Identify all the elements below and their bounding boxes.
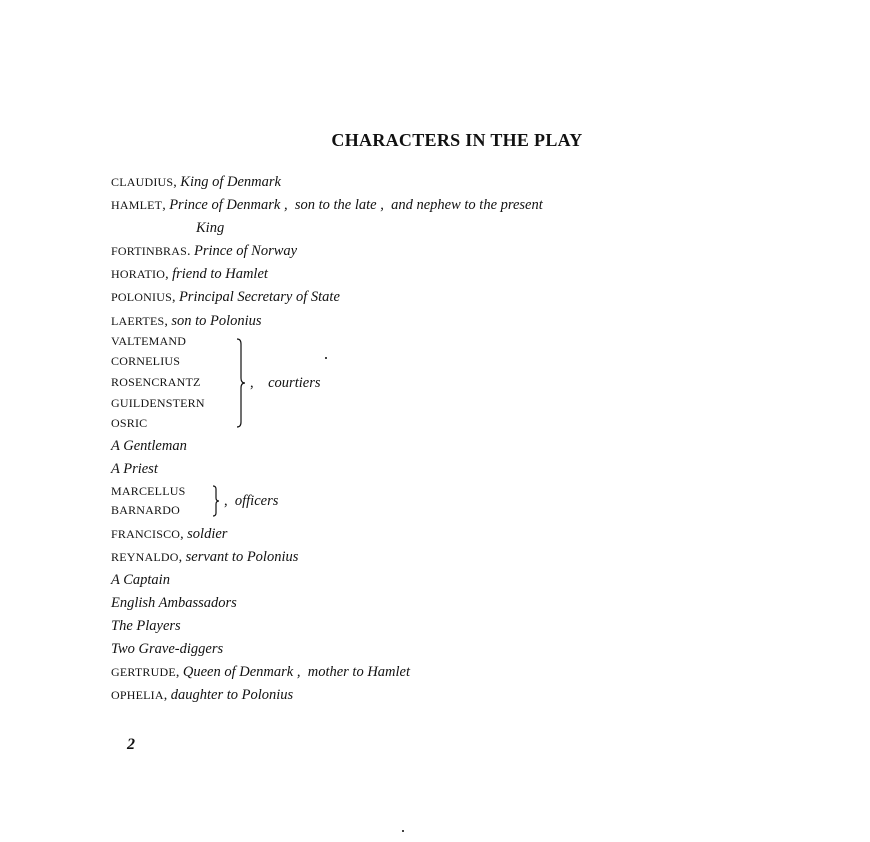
character-description: The Players xyxy=(111,618,181,634)
separator: , xyxy=(175,665,183,680)
courtier-name: VALTEMAND xyxy=(111,334,187,348)
separator: , xyxy=(173,175,181,190)
character-name: FORTINBRAS xyxy=(111,244,187,258)
separator: , xyxy=(178,550,186,565)
character-description: King of Denmark xyxy=(180,174,281,190)
character-name: CLAUDIUS xyxy=(111,175,174,189)
entry-grave-diggers xyxy=(111,642,223,657)
entry-fortinbras xyxy=(111,244,297,259)
separator: , xyxy=(163,688,171,703)
separator: , xyxy=(165,267,173,282)
entry-priest xyxy=(111,462,158,477)
character-description: Queen of Denmark , mother to Hamlet xyxy=(182,664,411,680)
character-description: Two Grave-diggers xyxy=(111,641,224,657)
page-number: 2 xyxy=(127,736,135,753)
officers-label xyxy=(224,493,278,510)
character-name: REYNALDO xyxy=(111,550,179,564)
separator: , xyxy=(224,493,235,509)
character-description: servant to Polonius xyxy=(185,549,299,565)
entry-gentleman xyxy=(111,439,187,454)
character-name: HORATIO xyxy=(111,267,166,281)
separator: , xyxy=(171,290,179,305)
entry-hamlet-continued xyxy=(196,221,224,236)
entry-captain xyxy=(111,573,170,588)
courtier-name: ROSENCRANTZ xyxy=(111,375,201,389)
entry-francisco xyxy=(111,527,227,542)
character-description: English Ambassadors xyxy=(111,595,237,611)
character-name: OPHELIA xyxy=(111,688,164,702)
ink-speck xyxy=(402,830,404,832)
character-description: soldier xyxy=(187,526,228,542)
character-description: A Priest xyxy=(111,461,158,477)
courtier-name: GUILDENSTERN xyxy=(111,396,205,410)
character-description: friend to Hamlet xyxy=(172,266,268,282)
courtier-name: CORNELIUS xyxy=(111,354,181,368)
courtiers-label xyxy=(250,375,320,392)
character-name: HAMLET xyxy=(111,198,163,212)
entry-ophelia xyxy=(111,688,293,703)
entry-horatio xyxy=(111,267,268,282)
courtiers-brace xyxy=(235,338,247,428)
ink-speck xyxy=(325,357,327,359)
page-title: CHARACTERS IN THE PLAY xyxy=(331,130,583,150)
entry-hamlet xyxy=(111,198,543,213)
entry-gertrude xyxy=(111,665,410,680)
character-name: LAERTES xyxy=(111,314,165,328)
character-description: daughter to Polonius xyxy=(170,687,294,703)
character-name: FRANCISCO xyxy=(111,527,181,541)
character-description: Principal Secretary of State xyxy=(178,289,340,305)
character-name: POLONIUS xyxy=(111,290,172,304)
character-name: GERTRUDE xyxy=(111,665,176,679)
character-description: King xyxy=(196,220,225,236)
group-description: officers xyxy=(234,493,279,509)
separator: , xyxy=(164,314,172,329)
courtier-name: OSRIC xyxy=(111,416,148,430)
character-description: Prince of Denmark , son to the late , and nephew to the present xyxy=(169,197,543,213)
officer-name: MARCELLUS xyxy=(111,484,186,498)
separator: , xyxy=(250,375,269,391)
officer-name: BARNARDO xyxy=(111,503,180,517)
group-description: courtiers xyxy=(268,375,321,391)
officers-brace xyxy=(211,485,221,517)
entry-claudius xyxy=(111,175,281,190)
entry-reynaldo xyxy=(111,550,298,565)
entry-ambassadors xyxy=(111,596,237,611)
entry-players xyxy=(111,619,181,634)
entry-polonius xyxy=(111,290,340,305)
character-description: A Gentleman xyxy=(111,438,187,454)
separator: , xyxy=(180,527,188,542)
character-description: A Captain xyxy=(111,572,170,588)
entry-laertes xyxy=(111,314,262,329)
separator: . xyxy=(186,244,194,259)
character-description: son to Polonius xyxy=(171,313,262,329)
character-description: Prince of Norway xyxy=(193,243,298,259)
separator: , xyxy=(162,198,170,213)
